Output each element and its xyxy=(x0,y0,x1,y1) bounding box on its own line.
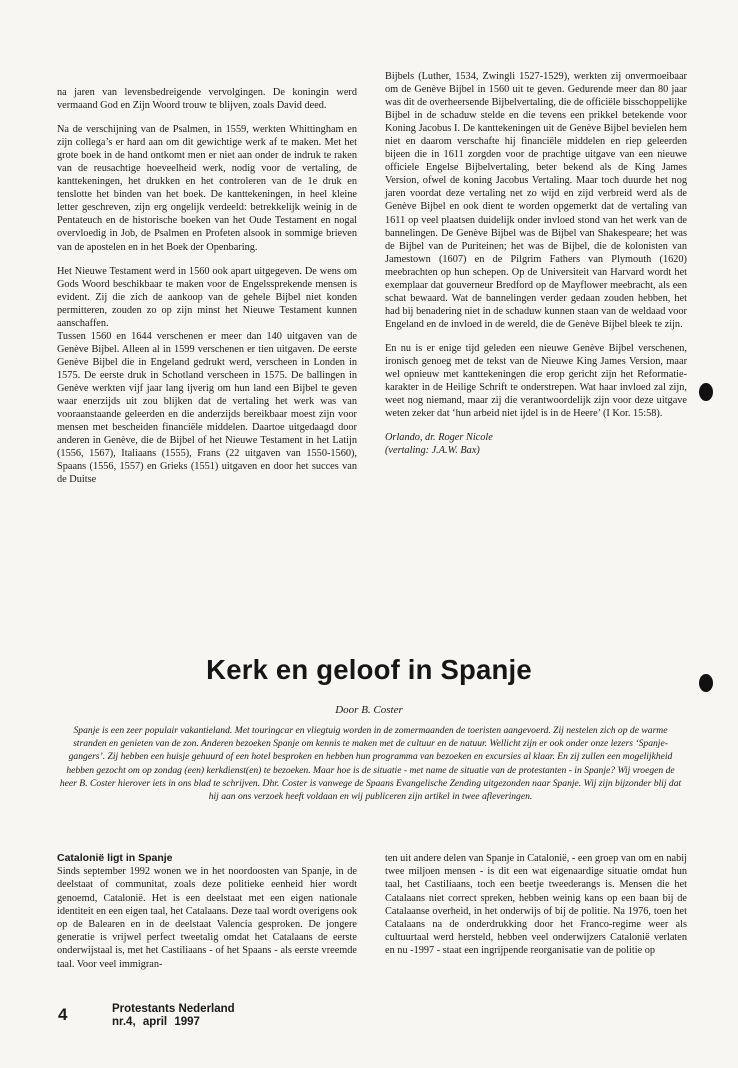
article-title: Kerk en geloof in Spanje xyxy=(206,654,532,685)
paragraph: Het Nieuwe Testament werd in 1560 ook apart uitgegeven. De wens om Gods Woord beschikbaar te maken voor de Engelssprekende mensen is evident. Zij die zich de aankoop van de gehele Bijbel niet konden permitteren, zouden zo op zijn minst het Nieuwe Testament kunnen aanschaffen. xyxy=(57,265,357,329)
article-right-column xyxy=(385,852,687,958)
paragraph: Tussen 1560 en 1644 verschenen er meer dan 140 uitgaven van de Genève Bijbel. Alleen al in 1599 verschenen er tien uitgaven. De eerste Genève Bijbel die in Engeland gedrukt werd, verscheen in Londen in 1575. De eerste druk in Schotland verscheen in 1575. De ballingen in Genève werkten vijf jaar lang ijverig om hun land een Bijbel te geven waar enerzijds uit zou blijken dat de vertaling het werk was van vooraanstaande geleerden en die anderzijds bereikbaar moest zijn voor mensen met bescheiden financiële middelen. Daartoe uitgedaagd door anderen in Genève, die de Bijbel of het Nieuwe Testament in het Latijn (1556, 1567), Italiaans (1555), Frans (22 uitgaven van 1550-1560), Spaans (1556, 1557) en Grieks (1551) uitgaven en door het succes van de Duitse xyxy=(57,330,357,486)
author-credit xyxy=(385,431,687,457)
paragraph: En nu is er enige tijd geleden een nieuwe Genève Bijbel verschenen, ironisch genoeg met de tekst van de Nieuwe King James Version, maar wel opnieuw met kanttekeningen die erop gericht zijn het Reformatie-karakter in de Heilige Schrift te onderstrepen. Wat haar invloed zal zijn, weet nog niemand, maar zij die verantwoordelijk zijn voor deze uitgave weten zeker dat ‘hun arbeid niet ijdel is in de Heere’ (I Kor. 15:58). xyxy=(385,342,687,420)
paragraph: Sinds september 1992 wonen we in het noordoosten van Spanje, in de deelstaat of communitat, zoals deze politieke eenheid hier wordt genoemd, Catalonië. Het is een deelstaat met een eigen nationale identiteit en een eigen taal, het Catalaans. Deze taal wordt overigens ook op de Balearen en in de deelstaat Valencia gesproken. De jongere generatie is vrijwel perfect tweetalig omdat het Catalaans de eerste onderwijstaal is, met het Castiliaans - of het Spaans - als eerste vreemde taal. Voor veel immigran- xyxy=(57,866,357,970)
page-number: 4 xyxy=(58,1005,68,1024)
publication-name: Protestants Nederland xyxy=(112,1003,235,1015)
paragraph: na jaren van levensbedreigende vervolgingen. De koningin werd vermaand God en Zijn Woord trouw te blijven, zoals David deed. xyxy=(57,87,357,112)
footer-publication xyxy=(112,1003,235,1029)
paragraph: ten uit andere delen van Spanje in Catalonië, - een groep van om en nabij twee miljoen mensen - is dit een wat eigenaardige situatie omdat hun taal, het Castiliaans, toch een beetje tweederangs is. Mensen die het Catalaans niet correct spreken, hebben weinig kans op een baan bij de Catalaanse overheid, in het onderwijs of bij de politie. Na 1976, toen het Catalaans na de onderdrukking door het Franco-regime weer als cultuurtaal werd hersteld, hebben veel onderwijzers Catalonië verlaten en nu -1997 - staat een ingrijpende reorganisatie van de politie op xyxy=(385,853,687,957)
punch-hole-icon xyxy=(699,383,713,401)
top-left-column xyxy=(57,86,357,486)
top-right-column xyxy=(385,70,687,457)
article-left-column xyxy=(57,852,357,971)
author-name: Orlando, dr. Roger Nicole xyxy=(385,432,493,444)
section-heading: Catalonië ligt in Spanje xyxy=(57,852,173,864)
article-byline: Door B. Coster xyxy=(335,704,403,716)
paragraph: Na de verschijning van de Psalmen, in 1559, werkten Whittingham en zijn collega’s er hard aan om dit gewichtige werk af te maken. Met het grote boek in de hand ontkomt men er niet aan onder de indruk te raken van de reusachtige hoeveelheid werk, nodig voor de vertaling, de kanttekeningen, het drukken en het controleren van de 1e druk en tenslotte het binden van het boek. De kanttekeningen, in heel kleine letter geschreven, zijn erg ongelijk verdeeld: betrekkelijk weinig in de Pentateuch en de historische boeken van het Oude Testament en nogal overvloedig in Job, de Psalmen en Profeten alsook in sommige brieven van de apostelen en in het Boek der Openbaring. xyxy=(57,124,357,253)
article-intro: Spanje is een zeer populair vakantieland. Met touringcar en vliegtuig worden in de zomermaanden de toeristen aangevoerd. Zij nestelen zich op de warme stranden en genieten van de zon. Anderen bezoeken Spanje om kennis te maken met de cultuur en de natuur. Wellicht zijn er ook onder onze lezers ‘Spanje-gangers’. Zij hebben een huisje gehuurd of een hotel besproken en hebben hun programma van bezoeken en excursies al klaar. En zij zullen een mogelijkheid hebben gezocht om op zondag (een) kerkdienst(en) te bezoeken. Maar hoe is de situatie - met name de situatie van de protestanten - in Spanje? Wij vroegen de heer B. Coster hierover iets in ons blad te schrijven. Dhr. Coster is vanwege de Spaans Evangelische Zending uitgezonden naar Spanje. Wij zijn bijzonder blij dat hij aan ons verzoek heeft voldaan en wij publiceren zijn artikel in twee afleveringen. xyxy=(59,725,682,803)
translator-credit: (vertaling: J.A.W. Bax) xyxy=(385,445,480,457)
paragraph: Bijbels (Luther, 1534, Zwingli 1527-1529), werkten zij onvermoeibaar om de Genève Bijbel in 1560 uit te geven. Gedurende meer dan 80 jaar was dit de overheersende Bijbelvertaling, die de officiële bisschoppelijke Bijbel in de schaduw stelde en die tevens een prikkel betekende voor Koning Jacobus I. De kanttekeningen uit de Genève Bijbel bevielen hem niet en daarom verschafte hij financiële middelen en riep geleerden bijeen die in 1611 zorgden voor de prachtige uitgave van een nieuwe officiele Engelse Bijbelvertaling, beter bekend als de King James Version, ofwel de koning Jacobus Vertaling. Maar toch duurde het nog jaren voordat deze vertaling net zo wijd en zijd verbreid werd als de Genève Bijbel en ook dient te worden opgemerkt dat de vertaling van 1611 op veel plaatsen duidelijk onder invloed stond van het werk van de bannelingen. De Genève Bijbel was de Bijbel van Shakespeare; het was de Bijbel van de Puriteinen; het was de Bijbel, die de kolonisten van Jamestown (1607) en de Pilgrim Fathers van Plymouth (1620) meebrachten op hun schepen. Op de Universiteit van Harvard wordt het exemplaar dat gouverneur Bredford op de Mayflower meebracht, als een schat bewaard. Wat de bannelingen verder gedaan zouden hebben, het had bij benadering niet in de schaduw kunnen staan van de weldaad voor Engeland en de invloed in de wereld, die de Genève Bijbel bleek te zijn. xyxy=(385,71,687,330)
issue-info: nr.4, april 1997 xyxy=(112,1016,200,1028)
